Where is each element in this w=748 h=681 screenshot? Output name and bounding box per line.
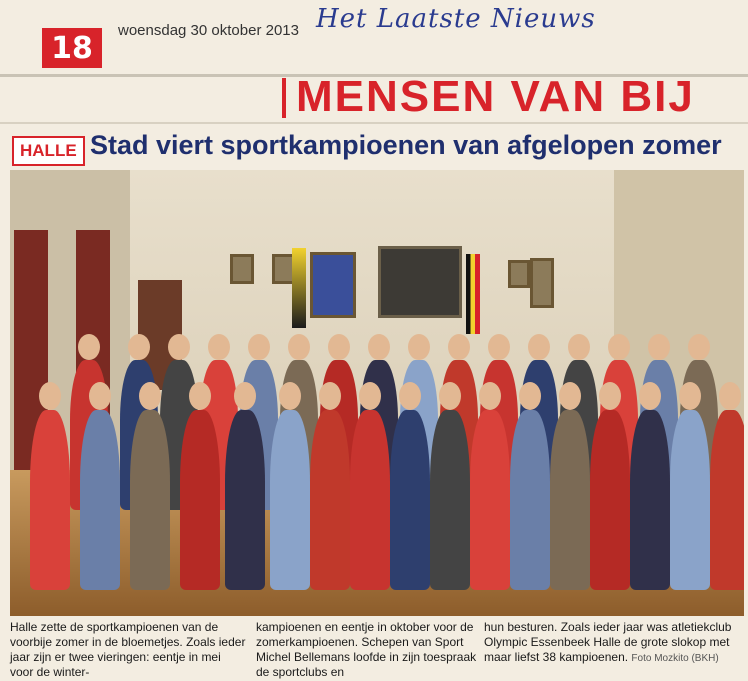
crowd-person-head xyxy=(359,382,381,410)
crowd-person-head xyxy=(139,382,161,410)
crowd-person-head xyxy=(189,382,211,410)
publication-date: woensdag 30 oktober 2013 xyxy=(118,22,299,39)
photo-crowd xyxy=(10,320,744,616)
masthead-logo: Het Laatste Nieuws xyxy=(316,4,596,34)
crowd-person-head xyxy=(399,382,421,410)
crowd-person-head xyxy=(128,334,150,360)
crowd-person xyxy=(430,410,470,590)
crowd-person-head xyxy=(368,334,390,360)
crowd-person-head xyxy=(519,382,541,410)
crowd-person xyxy=(390,410,430,590)
crowd-person-head xyxy=(719,382,741,410)
article-column-3-text: hun besturen. Zoals ieder jaar was atletiekclub Olympic Essenbeek Halle de grote slokop met maar liefst 38 kampioenen. xyxy=(484,620,732,664)
crowd-person xyxy=(550,410,590,590)
crowd-person-head xyxy=(168,334,190,360)
photo-frame xyxy=(530,258,554,308)
page-number: 18 xyxy=(42,28,102,68)
crowd-person-head xyxy=(679,382,701,410)
crowd-person xyxy=(30,410,70,590)
crowd-person xyxy=(710,410,744,590)
crowd-person xyxy=(510,410,550,590)
crowd-person-head xyxy=(439,382,461,410)
crowd-person xyxy=(225,410,265,590)
crowd-person-head xyxy=(89,382,111,410)
photo-credit: Foto Mozkito (BKH) xyxy=(631,653,719,664)
crowd-person-head xyxy=(488,334,510,360)
article-column-3 xyxy=(484,620,738,666)
crowd-person-head xyxy=(279,382,301,410)
group-photo xyxy=(10,170,744,616)
crowd-person-head xyxy=(78,334,100,360)
crowd-person-head xyxy=(648,334,670,360)
photo-frame xyxy=(508,260,530,288)
photo-portrait-frame xyxy=(230,254,254,284)
crowd-person xyxy=(470,410,510,590)
article-body xyxy=(10,620,738,680)
crowd-person-head xyxy=(688,334,710,360)
crowd-person-head xyxy=(408,334,430,360)
crowd-person xyxy=(130,410,170,590)
crowd-person xyxy=(180,410,220,590)
crowd-person xyxy=(350,410,390,590)
crowd-person xyxy=(630,410,670,590)
crowd-person-head xyxy=(559,382,581,410)
photo-coat-of-arms xyxy=(310,252,356,318)
crowd-person-head xyxy=(248,334,270,360)
crowd-person-head xyxy=(328,334,350,360)
section-divider xyxy=(0,122,748,124)
crowd-person-head xyxy=(599,382,621,410)
crowd-person-head xyxy=(448,334,470,360)
crowd-person-head xyxy=(319,382,341,410)
crowd-person-head xyxy=(39,382,61,410)
crowd-person-head xyxy=(479,382,501,410)
article-headline: Stad viert sportkampioenen van afgelopen zomer xyxy=(90,130,722,160)
crowd-person xyxy=(80,410,120,590)
crowd-person-head xyxy=(208,334,230,360)
article-column-2: kampioenen en eentje in oktober voor de zomerkampioenen. Schepen van Sport Michel Bellemans loofde in zijn toespraak de sportclubs en xyxy=(256,620,477,679)
section-accent-bar xyxy=(282,78,286,118)
crowd-person-head xyxy=(568,334,590,360)
crowd-person-head xyxy=(639,382,661,410)
crowd-person-head xyxy=(234,382,256,410)
crowd-person xyxy=(310,410,350,590)
location-tag: HALLE xyxy=(12,136,85,166)
photo-flag xyxy=(292,248,306,328)
crowd-person-head xyxy=(528,334,550,360)
crowd-person xyxy=(670,410,710,590)
crowd-person-head xyxy=(288,334,310,360)
crowd-person-head xyxy=(608,334,630,360)
photo-screen xyxy=(378,246,462,318)
crowd-person xyxy=(590,410,630,590)
crowd-person xyxy=(270,410,310,590)
article-column-1: Halle zette de sportkampioenen van de voorbije zomer in de bloemetjes. Zoals ieder jaar zijn er twee vieringen: eentje in mei voor de winter- xyxy=(10,620,246,679)
section-title: MENSEN VAN BIJ xyxy=(296,72,695,121)
